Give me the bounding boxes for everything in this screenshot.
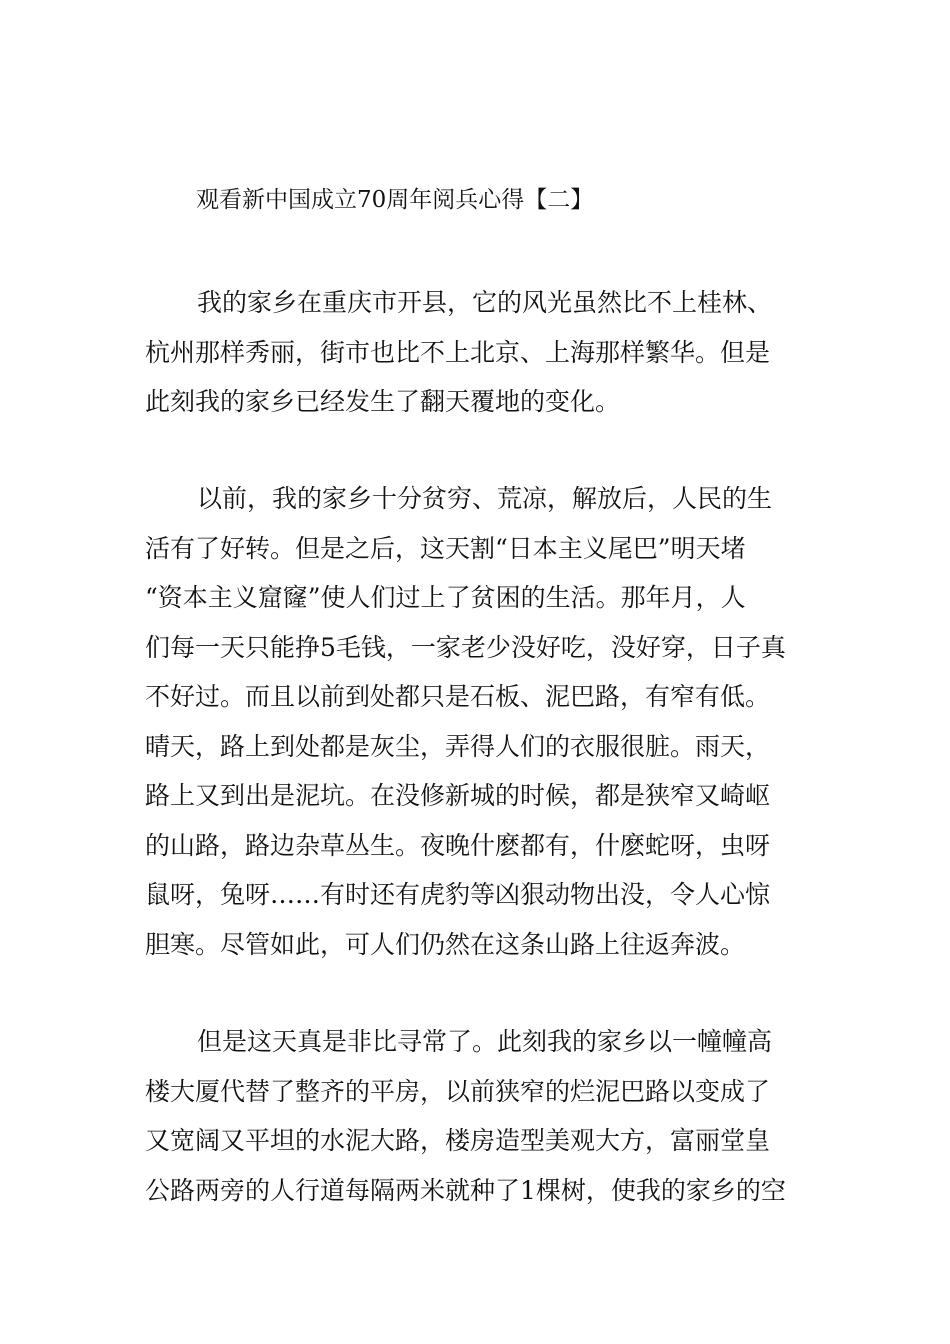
paragraph-line: 公路两旁的人行道每隔两米就种了1棵树，使我的家乡的空: [145, 1175, 786, 1205]
paragraph-line: 楼大厦代替了整齐的平房，以前狭窄的烂泥巴路以变成了: [145, 1076, 771, 1106]
paragraph-line: 活有了好转。但是之后，这天割“日本主义尾巴”明天堵: [145, 533, 746, 563]
paragraph-line: 的山路，路边杂草丛生。夜晚什麽都有，什麽蛇呀，虫呀: [145, 830, 771, 860]
paragraph-line: 路上又到出是泥坑。在没修新城的时候，都是狭窄又崎岖: [145, 781, 771, 810]
paragraph-line: 此刻我的家乡已经发生了翻天覆地的变化。: [145, 387, 621, 416]
paragraph-line: 胆寒。尽管如此，可人们仍然在这条山路上往返奔波。: [145, 929, 746, 959]
paragraph-line: 不好过。而且以前到处都只是石板、泥巴路，有窄有低。: [145, 682, 771, 711]
paragraph-line: 杭州那样秀丽，街市也比不上北京、上海那样繁华。但是: [145, 337, 771, 367]
paragraph-line: 但是这天真是非比寻常了。此刻我的家乡以一幢幢高: [197, 1027, 773, 1056]
paragraph-line: 以前，我的家乡十分贫穷、荒凉，解放后，人民的生: [197, 484, 773, 513]
paragraph-line: 又宽阔又平坦的水泥大路，楼房造型美观大方，富丽堂皇: [145, 1126, 771, 1155]
paragraph-line: 们每一天只能挣5毛钱，一家老少没好吃，没好穿，日子真: [145, 632, 786, 662]
paragraph-2: [145, 474, 815, 969]
paragraph-3: [145, 1017, 815, 1215]
paragraph-line: 我的家乡在重庆市开县，它的风光虽然比不上桂林、: [197, 288, 773, 317]
paragraph-1: [145, 278, 815, 427]
paragraph-line: 晴天，路上到处都是灰尘，弄得人们的衣服很脏。雨天，: [145, 731, 771, 761]
paragraph-line: 鼠呀，兔呀……有时还有虎豹等凶狠动物出没，令人心惊: [145, 880, 771, 909]
paragraph-line: “资本主义窟窿”使人们过上了贫困的生活。那年月，人: [145, 583, 746, 612]
document-title: 观看新中国成立70周年阅兵心得【二】: [196, 187, 594, 213]
